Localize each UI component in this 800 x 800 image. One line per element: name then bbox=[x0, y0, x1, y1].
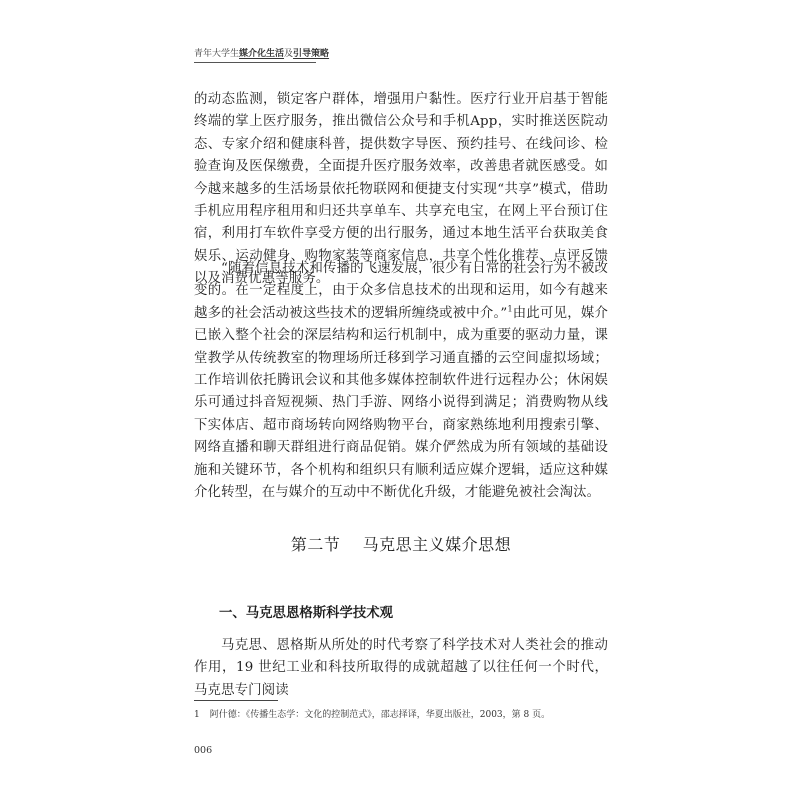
footnote bbox=[194, 709, 614, 722]
running-header bbox=[194, 46, 329, 59]
footnote-rule bbox=[194, 700, 278, 701]
header-part-3: 及 bbox=[284, 49, 294, 59]
paragraph-2-continued: 由此可见，媒介已嵌入整个社会的深层结构和运行机制中，成为重要的驱动力量，课堂教学从传统教室的物理场所迁移到学习通直播的云空间虚拟场域；工作培训依托腾讯会议和其他多媒体控制软件进行远程办公；休闲娱乐可通过抖音短视频、热门手游、网络小说得到满足；消费购物从线下实体店、超市商场转向网络购物平台，商家熟练地利用搜索引擎、网络直播和聊天群组进行商品促销。媒介俨然成为所有领域的基础设施和关键环节，各个机构和组织只有顺利适应媒介逻辑，适应这种媒介化转型，在与媒介的互动中不断优化升级，才能避免被社会淘汰。 bbox=[194, 305, 608, 501]
quotation: “随着信息技术和传播的飞速发展，很少有日常的社会行为不被改变的。在一定程度上，由于众多信息技术的出现和运用，如今有越来越多的社会活动被这些技术的逻辑所缠绕或被中介。” bbox=[194, 261, 608, 321]
paragraph-3: 马克思、恩格斯从所处的时代考察了科学技术对人类社会的推动作用，19 世纪工业和科技所取得的成就超越了以往任何一个时代，马克思专门阅读 bbox=[194, 638, 608, 698]
paragraph-1: 的动态监测，锁定客户群体，增强用户黏性。医疗行业开启基于智能终端的掌上医疗服务，推出微信公众号和手机App，实时推送医院动态、专家介绍和健康科普，提供数字导医、预约挂号、在线问诊、检验查询及医保缴费，全面提升医疗服务效率，改善患者就医感受。如今越来越多的生活场景依托物联网和便捷支付实现“共享”模式，借助手机应用程序租用和归还共享单车、共享充电宝，在网上平台预订住宿，利用打车软件享受方便的出行服务，通过本地生活平台获取美食娱乐、运动健身、购物家装等商家信息，共享个性化推荐、点评反馈以及消费优惠等服务。 bbox=[194, 92, 608, 287]
header-rule bbox=[194, 62, 316, 63]
subheading: 一、马克思恩格斯科学技术观 bbox=[219, 606, 394, 621]
footnote-marker[interactable]: 1 bbox=[507, 304, 513, 314]
page-number: 006 bbox=[194, 745, 213, 756]
header-part-1: 青年大学生 bbox=[194, 49, 240, 59]
section-title: 第二节 马克思主义媒介思想 bbox=[290, 535, 512, 554]
header-part-4: 引导策略 bbox=[293, 49, 330, 59]
footnote-text: 阿什德：《传播生态学：文化的控制范式》，邵志择译，华夏出版社，2003，第 8 页。 bbox=[209, 710, 551, 720]
header-part-2: 媒介化生活 bbox=[239, 49, 285, 59]
paragraph-2 bbox=[194, 258, 608, 504]
footnote-number: 1 bbox=[194, 710, 200, 720]
